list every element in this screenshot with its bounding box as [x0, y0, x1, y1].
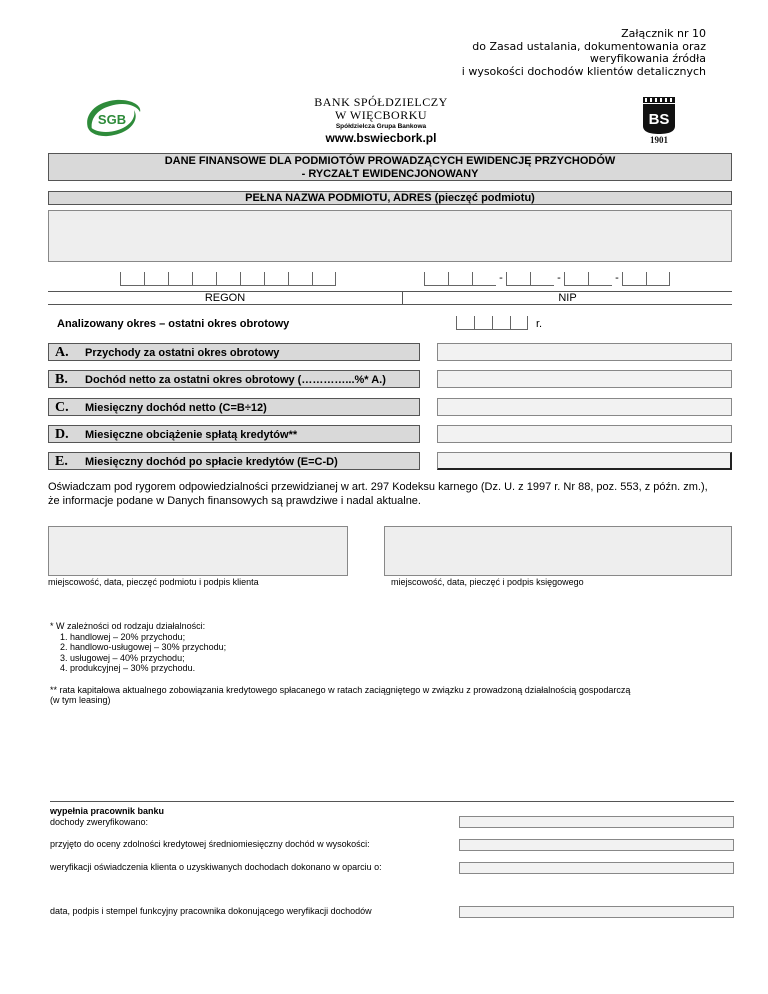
row-a-value[interactable]	[437, 343, 732, 361]
row-a-label	[48, 343, 420, 361]
bank-name-line1: BANK SPÓŁDZIELCZY	[314, 95, 448, 109]
bs-logo	[640, 96, 678, 144]
regon-digit[interactable]	[120, 272, 144, 286]
bank-name-line2: W WIĘCBORKU	[334, 108, 428, 122]
regon-digit[interactable]	[168, 272, 192, 286]
row-e-label	[48, 452, 420, 470]
bank-basis-label: weryfikacji oświadczenia klienta o uzyskiwanych dochodach dokonano w oparciu o:	[50, 862, 382, 872]
row-letter: B.	[55, 372, 68, 387]
period-suffix: r.	[536, 318, 543, 330]
footnote-item: 2. handlowo-usługowej – 30% przychodu;	[70, 642, 730, 653]
footnote-item: 1. handlowej – 20% przychodu;	[70, 632, 730, 643]
declaration-line1: Oświadczam pod rygorem odpowiedzialności przewidzianej w art. 297 Kodeksu karnego (Dz. U. z 1997 r. Nr 88, poz. 553, z późn. zm.),	[48, 481, 708, 493]
bank-verified-field[interactable]	[459, 816, 734, 828]
nip-digit[interactable]	[424, 272, 448, 286]
annex-line: weryfikowania źródła	[589, 52, 706, 65]
footnote-item: 4. produkcyjnej – 30% przychodu.	[70, 663, 730, 674]
regon-digit[interactable]	[312, 272, 336, 286]
row-text: Miesięczne obciążenie spłatą kredytów**	[85, 429, 298, 441]
footnotes	[50, 621, 730, 706]
regon-label: REGON	[48, 291, 402, 305]
bank-website: www.bswiecbork.pl	[325, 131, 437, 145]
nip-digit[interactable]	[448, 272, 472, 286]
bank-accepted-label: przyjęto do oceny zdolności kredytowej średniomiesięczny dochód w wysokości:	[50, 839, 370, 849]
row-text: Przychody za ostatni okres obrotowy	[85, 347, 280, 359]
row-b-value[interactable]	[437, 370, 732, 388]
bs-logo-year: 1901	[650, 135, 668, 144]
nip-separator: -	[557, 272, 561, 284]
row-d-value[interactable]	[437, 425, 732, 443]
row-letter: E.	[55, 454, 68, 469]
annex-line: Załącznik nr 10	[621, 27, 706, 40]
row-text: Miesięczny dochód netto (C=B÷12)	[85, 402, 267, 414]
sgb-logo	[82, 98, 144, 136]
footnote-item: 3. usługowej – 40% przychodu;	[70, 653, 730, 664]
nip-separator: -	[499, 272, 503, 284]
form-title-line2: - RYCZAŁT EWIDENCJONOWANY	[301, 168, 479, 180]
form-title-line1: DANE FINANSOWE DLA PODMIOTÓW PROWADZĄCYCH EWIDENCJĘ PRZYCHODÓW	[164, 155, 616, 167]
row-letter: D.	[55, 427, 69, 442]
nip-digit[interactable]	[646, 272, 670, 286]
nip-digit[interactable]	[530, 272, 554, 286]
period-label: Analizowany okres – ostatni okres obrotowy	[57, 318, 290, 330]
footnote-leasing-line1: ** rata kapitałowa aktualnego zobowiązania kredytowego spłacanego w ratach zaciągniętego w związku z prowadzoną działalnością gospodarczą	[50, 684, 631, 695]
bank-verified-label: dochody zweryfikowano:	[50, 817, 149, 827]
accountant-signature-field[interactable]	[384, 526, 732, 576]
nip-digit[interactable]	[588, 272, 612, 286]
regon-digit[interactable]	[144, 272, 168, 286]
row-letter: A.	[55, 345, 69, 360]
period-digit[interactable]	[474, 316, 492, 330]
footnote-leasing-line2: (w tym leasing)	[50, 695, 111, 705]
footnote-intro: * W zależności od rodzaju działalności:	[50, 621, 206, 631]
bank-name-block	[250, 96, 512, 144]
nip-digit[interactable]	[564, 272, 588, 286]
row-e-value[interactable]	[437, 452, 732, 470]
row-d-label	[48, 425, 420, 443]
row-b-label	[48, 370, 420, 388]
entity-header: PEŁNA NAZWA PODMIOTU, ADRES (pieczęć podmiotu)	[48, 191, 732, 205]
client-signature-caption: miejscowość, data, pieczęć podmiotu i podpis klienta	[48, 577, 259, 587]
nip-digit[interactable]	[472, 272, 496, 286]
form-title	[48, 153, 732, 181]
row-text: Dochód netto za ostatni okres obrotowy (…………...%* A.)	[85, 374, 386, 386]
nip-digit[interactable]	[506, 272, 530, 286]
regon-digit[interactable]	[264, 272, 288, 286]
row-text: Miesięczny dochód po spłacie kredytów (E=C-D)	[85, 456, 338, 468]
nip-separator: -	[615, 272, 619, 284]
row-c-value[interactable]	[437, 398, 732, 416]
bs-logo-text: BS	[648, 111, 670, 128]
period-digit[interactable]	[492, 316, 510, 330]
row-c-label	[48, 398, 420, 416]
annex-note	[386, 28, 706, 78]
sgb-logo-text: SGB	[97, 112, 127, 127]
annex-line: i wysokości dochodów klientów detalicznych	[461, 64, 706, 78]
regon-digit[interactable]	[192, 272, 216, 286]
accountant-signature-caption: miejscowość, data, pieczęć i podpis księgowego	[391, 577, 584, 587]
entity-stamp-field[interactable]	[48, 210, 732, 262]
period-digit[interactable]	[510, 316, 528, 330]
period-digit[interactable]	[456, 316, 474, 330]
regon-digit[interactable]	[216, 272, 240, 286]
bank-signature-field[interactable]	[459, 906, 734, 918]
row-letter: C.	[55, 400, 69, 415]
declaration-line2: że informacje podane w Danych finansowych są prawdziwe i nadal aktualne.	[48, 495, 421, 507]
bank-accepted-field[interactable]	[459, 839, 734, 851]
regon-digit[interactable]	[240, 272, 264, 286]
bank-group: Spółdzielcza Grupa Bankowa	[335, 123, 427, 130]
nip-digit[interactable]	[622, 272, 646, 286]
bank-signature-label: data, podpis i stempel funkcyjny pracownika dokonującego weryfikacji dochodów	[50, 906, 372, 916]
client-signature-field[interactable]	[48, 526, 348, 576]
nip-label: NIP	[402, 291, 732, 305]
bank-section-title: wypełnia pracownik banku	[50, 806, 165, 816]
period-year-input[interactable]	[456, 316, 528, 330]
nip-input[interactable]	[424, 272, 670, 286]
regon-input[interactable]	[120, 272, 336, 286]
regon-digit[interactable]	[288, 272, 312, 286]
bank-basis-field[interactable]	[459, 862, 734, 874]
footnote-list	[50, 632, 730, 674]
annex-line: do Zasad ustalania, dokumentowania oraz	[472, 39, 706, 53]
declaration	[48, 480, 738, 508]
